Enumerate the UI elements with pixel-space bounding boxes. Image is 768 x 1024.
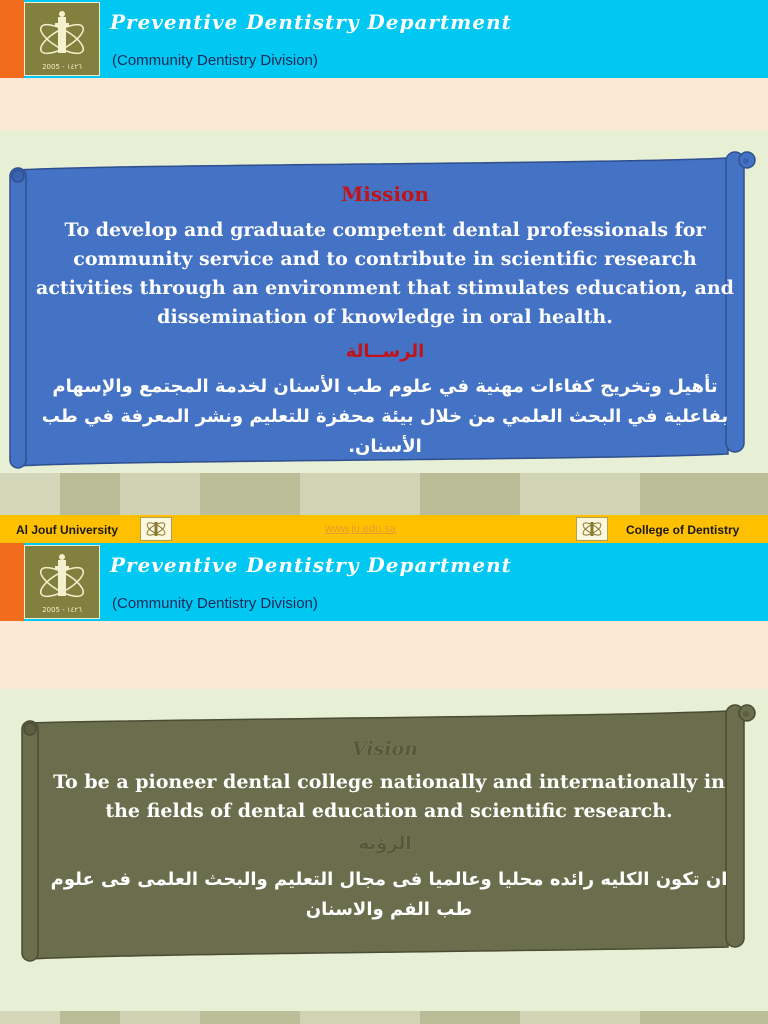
- footer-seal-icon: [576, 517, 608, 541]
- mission-text: To develop and graduate competent dental professionals for community service and to contribute in scientific research activities through an environment that stimulates education, and dissemination of knowledge in oral health.: [36, 219, 734, 328]
- department-title: Preventive Dentistry Department: [110, 553, 512, 577]
- division-subtitle: (Community Dentistry Division): [112, 595, 318, 612]
- vision-title-arabic: الرؤية: [358, 833, 412, 854]
- mission-title: Mission: [341, 182, 429, 206]
- svg-text:2005 - ١٤٢٦: 2005 - ١٤٢٦: [42, 606, 82, 614]
- vision-title: Vision: [351, 738, 419, 760]
- mission-title-arabic: الرســالة: [345, 341, 425, 362]
- footer-college: College of Dentistry: [626, 523, 740, 537]
- slide-header: [0, 543, 768, 621]
- peach-strip: [0, 78, 768, 130]
- decorative-strip: [0, 1011, 768, 1024]
- peach-strip: [0, 621, 768, 689]
- footer-website-link[interactable]: www.ju.edu.sa: [325, 523, 396, 535]
- university-seal-icon: [24, 2, 100, 76]
- footer-seal-icon: [140, 517, 172, 541]
- vision-text-arabic: ان تكون الكليه رائده محليا وعالميا فى مجال التعليم والبحث العلمى فى علوم طب الفم والاسنان: [50, 869, 728, 920]
- mission-text-arabic: تأهيل وتخريج كفاءات مهنية في علوم طب الأسنان لخدمة المجتمع والإسهام بفاعلية في البحث العلمي من خلال بيئة محفزة للتعليم ونشر المعرفة في طب الأسنان.: [41, 376, 729, 457]
- university-seal-icon: [24, 545, 100, 619]
- footer-university: Al Jouf University: [16, 523, 119, 537]
- vision-text: To be a pioneer dental college nationally and internationally in the fields of dental education and scientific research.: [53, 771, 725, 822]
- slide-header: [0, 0, 768, 78]
- vision-slide: [0, 543, 768, 1024]
- svg-text:2005 - ١٤٢٦: 2005 - ١٤٢٦: [42, 63, 82, 71]
- decorative-strip: [0, 473, 768, 515]
- department-title: Preventive Dentistry Department: [110, 10, 512, 34]
- accent-bar: [0, 543, 24, 621]
- division-subtitle: (Community Dentistry Division): [112, 52, 318, 69]
- accent-bar: [0, 0, 24, 78]
- slide-footer: [0, 515, 768, 543]
